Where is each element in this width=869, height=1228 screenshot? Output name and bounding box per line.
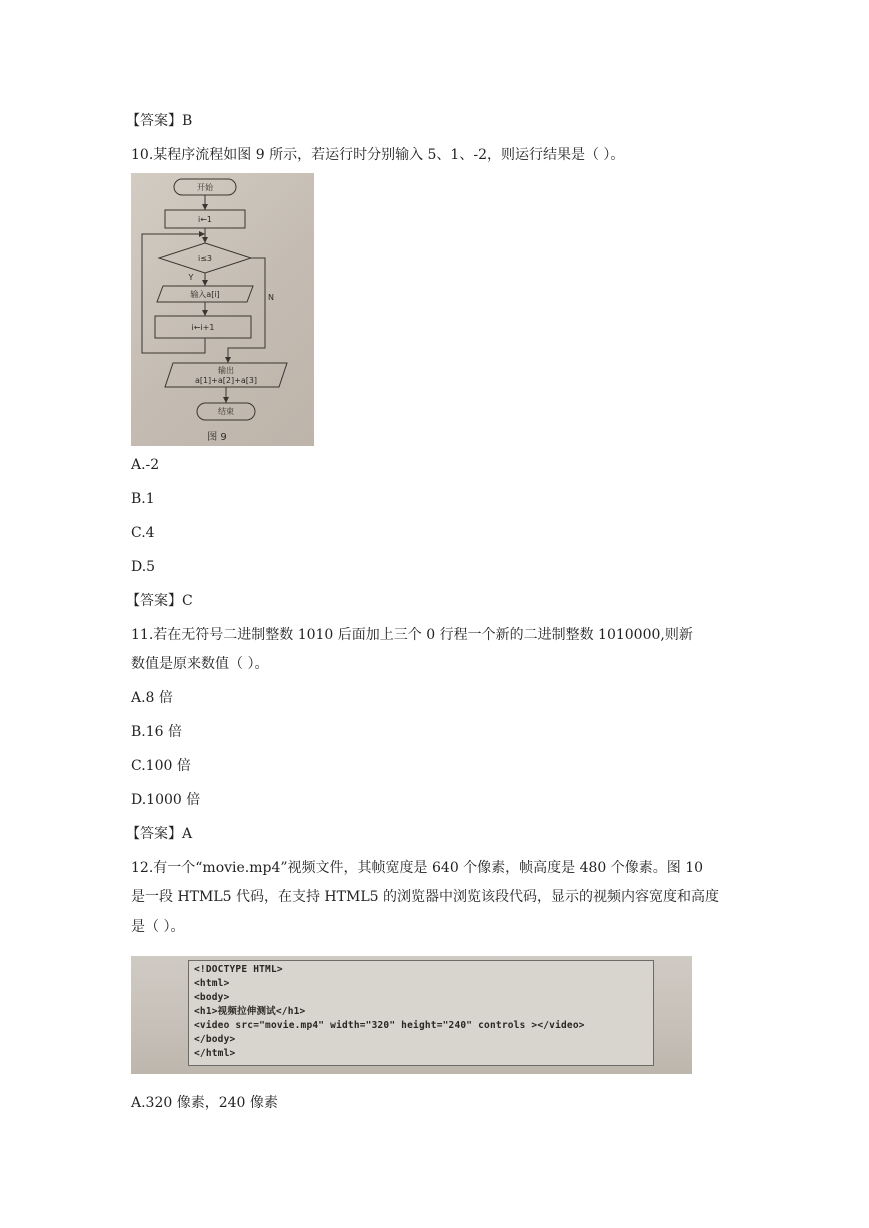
flow-increment-label: i←i+1 <box>191 323 215 332</box>
answer-q10: 【答案】C <box>126 593 193 609</box>
code-line: <!DOCTYPE HTML> <box>194 964 283 975</box>
q10-stem: 10.某程序流程如图 9 所示，若运行时分别输入 5、1、-2，则运行结果是（ ）。 <box>131 147 625 163</box>
flow-no-label: N <box>268 293 274 302</box>
q11-stem-line2: 数值是原来数值（ ）。 <box>131 656 269 672</box>
flow-init-label: i←1 <box>197 215 213 224</box>
code-line: <html> <box>194 978 230 989</box>
flowchart-figure-9 <box>131 173 314 446</box>
answer-q11: 【答案】A <box>126 826 193 842</box>
code-line: </body> <box>194 1034 236 1045</box>
q11-option-c: C.100 倍 <box>131 758 191 774</box>
q11-option-d: D.1000 倍 <box>131 792 201 808</box>
flow-output-label-1: 输出 <box>218 366 234 375</box>
q11-stem-line1: 11.若在无符号二进制整数 1010 后面加上三个 0 行程一个新的二进制整数 1010000,则新 <box>131 627 693 643</box>
flow-start-label: 开始 <box>197 183 213 192</box>
q10-option-b: B.1 <box>131 491 155 507</box>
flow-input-label: 输入a[i] <box>190 290 220 299</box>
q12-option-a: A.320 像素，240 像素 <box>131 1095 278 1111</box>
q11-option-a: A.8 倍 <box>131 690 173 706</box>
q11-option-b: B.16 倍 <box>131 724 183 740</box>
code-line: <h1>视频拉伸测试</h1> <box>194 1006 306 1017</box>
q10-option-c: C.4 <box>131 525 155 541</box>
answer-q9: 【答案】B <box>126 113 193 129</box>
figure-9-caption: 图 9 <box>207 432 227 443</box>
q12-stem-line1: 12.有一个“movie.mp4”视频文件，其帧宽度是 640 个像素，帧高度是 480 个像素。图 10 <box>131 860 704 876</box>
flow-condition-label: i≤3 <box>197 254 213 263</box>
flow-output-label-2: a[1]+a[2]+a[3] <box>194 376 258 385</box>
code-line: </html> <box>194 1048 236 1059</box>
flow-yes-label: Y <box>188 273 194 282</box>
q10-option-d: D.5 <box>131 559 156 575</box>
flow-end-label: 结束 <box>218 407 234 416</box>
code-line: <body> <box>194 992 230 1003</box>
code-line: <video src="movie.mp4" width="320" height="240" controls ></video> <box>194 1020 585 1031</box>
q12-stem-line3: 是（ ）。 <box>131 919 185 935</box>
q12-stem-line2: 是一段 HTML5 代码，在支持 HTML5 的浏览器中浏览该段代码，显示的视频内容宽度和高度 <box>131 889 719 905</box>
q10-option-a: A.-2 <box>131 457 160 473</box>
html5-code-figure-10 <box>131 956 692 1074</box>
